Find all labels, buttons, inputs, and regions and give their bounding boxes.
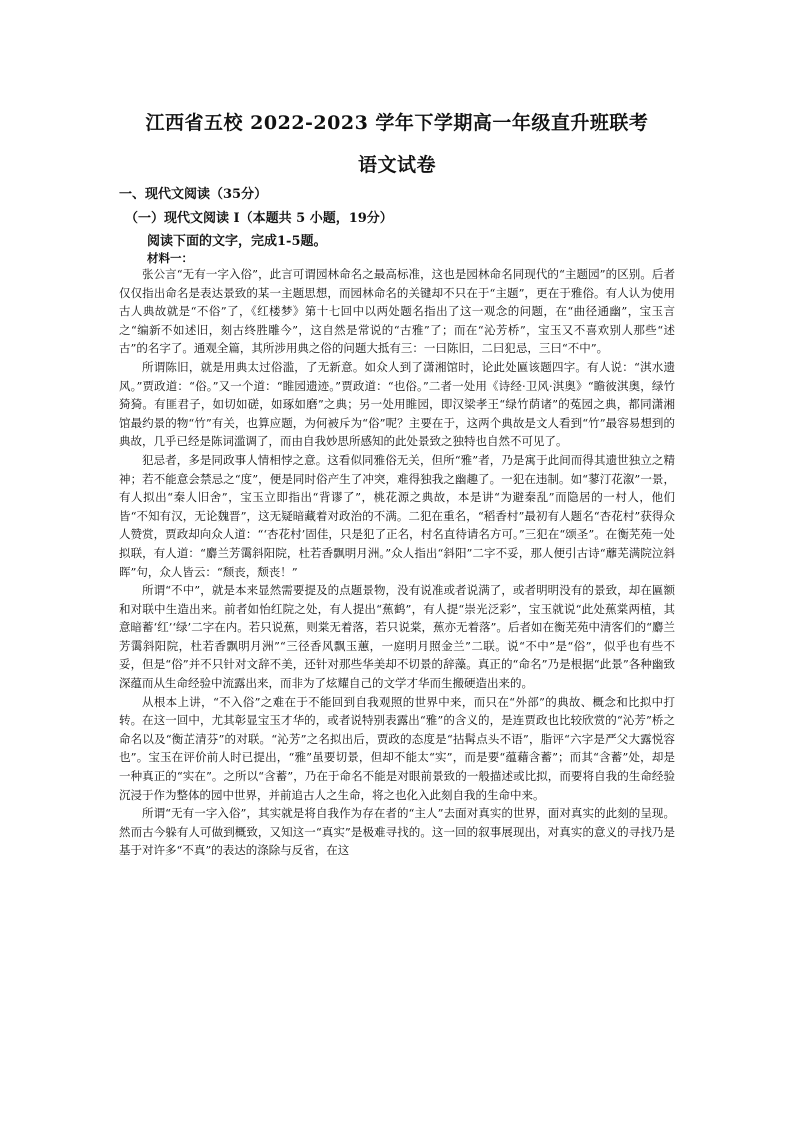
reading-passage	[119, 265, 675, 860]
section-heading: 一、现代文阅读（35分）	[119, 187, 268, 202]
paragraph: 张公言“无有一字入俗”，此言可谓园林命名之最高标准，这也是园林命名同现代的“主题园”的区别。后者仅仅指出命名是表达景致的某一主题思想，而园林命名的关键却不只在于“主题”，更在于雅俗。有人认为使用古人典故就是“不俗”了，《红楼梦》第十七回中以两处题名指出了这一观念的问题，在“曲径通幽”，宝玉言之“编新不如述旧，刻古终胜雕今”，这自然是常说的“古雅”了；而在“沁芳桥”，宝玉又不喜欢别人那些“述古”的名字了。通观全篇，其所涉用典之俗的问题大抵有三：一曰陈旧，二曰犯忌，三曰“不中”。	[119, 267, 675, 356]
exam-title: 江西省五校 2022-2023 学年下学期高一年级直升班联考	[145, 112, 649, 134]
paragraph: 所谓“无有一字入俗”，其实就是将自我作为存在者的“主人”去面对真实的世界，面对真实的此刻的呈现。然而古今躲有人可做到概致，又知这一“真实”是极难寻找的。这一回的叙事展现出，对真实的意义的寻找乃是基于对许多“不真”的表达的涤除与反省，在这	[119, 806, 675, 858]
material-label: 材料一：	[147, 251, 193, 265]
subsection-heading: （一）现代文阅读 I（本题共 5 小题，19分）	[125, 211, 393, 226]
paragraph: 所谓“不中”，就是本来显然需要提及的点题景物，没有说准或者说满了，或者明明没有的景致，却在匾额和对联中生造出来。前者如怡红院之处，有人提出“蕉鹤”，有人提“崇光泛彩”，宝玉就说“此处蕉棠两植，其意暗蓄‘红’‘绿’二字在内。若只说蕉，则棠无着落，若只说棠，蕉亦无着落”。后者如在衡芜苑中清客们的“麝兰芳霭斜阳院，杜若香飘明月洲”“三径香风飘玉蕙，一庭明月照金兰”二联。说“不中”是“俗”，似乎也有些不妥，但是“俗”并不只针对文辞不美，还针对那些华美却不切景的辞藻。真正的“命名”乃是根据“此景”各种幽致深蕴而从生命经验中流露出来，而非为了炫耀自己的文学才华而生搬硬造出来的。	[119, 583, 675, 691]
exam-subtitle: 语文试卷	[357, 154, 436, 176]
paragraph: 从根本上讲，“不入俗”之难在于不能回到自我观照的世界中来，而只在“外部”的典故、概念和比拟中打转。在这一回中，尤其彰显宝玉才华的，或者说特别表露出“雅”的含义的，是连贾政也比较欣赏的“沁芳”桥之命名以及“衡芷清芬”的对联。“沁芳”之名拟出后，贾政的态度是“拈髯点头不语”，脂评“六字是严父大露悦容也”。宝玉在评价前人时已提出，“雅”虽要切景，但却不能太“实”，而是要“蕴藉含蓄”；而其“含蓄”处，却是一种真正的“实在”。之所以“含蓄”，乃在于命名不能是对眼前景致的一般描述或比拟，而要将自我的生命经验沉浸于作为整体的园中世界，并前追古人之生命，将之也化入此刻自我的生命中来。	[119, 694, 675, 802]
instruction-text: 阅读下面的文字，完成1-5题。	[147, 234, 327, 249]
paragraph: 所谓陈旧，就是用典太过俗滥，了无新意。如众人到了潇湘馆时，论此处匾该题四字。有人说：“淇水遗风。”贾政道：“俗。”又一个道：“睢园遗迹。”贾政道：“也俗。”二者一处用《诗经·卫风·淇奥》“瞻彼淇奥，绿竹猗猗。有匪君子，如切如磋，如琢如磨”之典；另一处用睢园，即汉梁孝王“绿竹荫诸”的菟园之典，都同潇湘馆最约景的物“竹”有关，也算应题，为何被斥为“俗”呢？主要在于，这两个典故是文人看到“竹”最容易想到的典故，几乎已经是陈词滥调了，而由自我妙思所感知的此处景致之独特也自然不可见了。	[119, 359, 675, 449]
paragraph: 犯忌者，多是同政事人情相悖之意。这看似同雅俗无关，但所“雅”者，乃是寓于此间而得其遗世独立之精神；若不能意会禁忌之“度”，便是同时俗产生了冲突，难得独我之幽趣了。一犯在违制。如“蓼汀花溆”一景，有人拟出“秦人旧舍”，宝玉立即指出“背谬了”，桃花源之典故，本是讲“为避秦乱”而隐居的一村人，他们皆“不知有汉，无论魏晋”，这无疑暗藏着对政治的不满。二犯在重名，“稻香村”最初有人题名“杏花村”获得众人赞赏，贾政却向众人道：“‘杏花村’固佳，只是犯了正名，村名直待请名方可。”三犯在“颂圣”。在衡芜苑一处拟联，有人道：“麝兰芳霭斜阳院，杜若香飘明月洲。”众人指出“斜阳”二字不妥，那人便引古诗“蘼芜满院泣斜晖”句，众人皆云：“颓丧，颓丧！”	[119, 452, 675, 579]
